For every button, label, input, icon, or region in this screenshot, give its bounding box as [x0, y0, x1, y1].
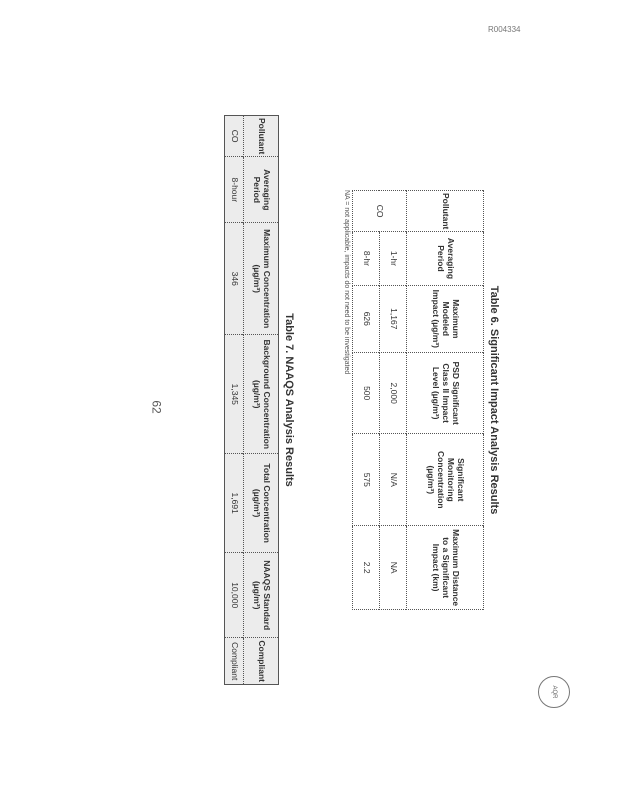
- table7: [224, 115, 279, 685]
- table6-cell: 626: [353, 285, 380, 353]
- table6-cell: 8-hr: [353, 232, 380, 285]
- table7-header: Averaging Period: [244, 157, 279, 223]
- table7-header: Pollutant: [244, 116, 279, 157]
- table6-header: Significant Monitoring Concentration (µg/m³): [407, 434, 484, 526]
- table7-header: Compliant: [244, 638, 279, 685]
- table7-header: Total Concentration (µg/m³): [244, 454, 279, 553]
- table6-header: Maximum Distance to a Significant Impact (km): [407, 526, 484, 610]
- table7-cell: 346: [225, 223, 244, 335]
- table7-cell: 8-hour: [225, 157, 244, 223]
- table7-header: Background Concentration (µg/m³): [244, 335, 279, 454]
- agency-stamp: AQR: [538, 676, 570, 708]
- table7-cell: Compliant: [225, 638, 244, 685]
- document-id: R004334: [488, 25, 521, 34]
- page-number: 62: [149, 400, 164, 414]
- table6: [352, 190, 484, 610]
- table6-cell: 2.2: [353, 526, 380, 610]
- table-row: [380, 191, 407, 610]
- table7-header: Maximum Concentration (µg/m³): [244, 223, 279, 335]
- table6-title: Table 6. Significant Impact Analysis Results: [488, 285, 500, 515]
- table7-cell: 10,000: [225, 552, 244, 637]
- table7-title: Table 7. NAAQS Analysis Results: [283, 313, 295, 487]
- table6-cell: 575: [353, 434, 380, 526]
- table6-header: Maximum Modeled Impact (µg/m³): [407, 285, 484, 353]
- table6-cell: 1,167: [380, 285, 407, 353]
- table6-header-row: [407, 191, 484, 610]
- table6-header: PSD Significant Class II Impact Level (µg/m³): [407, 353, 484, 434]
- table6-cell: CO: [353, 191, 407, 232]
- table6-cell: NA: [380, 526, 407, 610]
- table7-block: [224, 115, 295, 685]
- table6-header: Averaging Period: [407, 232, 484, 285]
- table6-cell: 500: [353, 353, 380, 434]
- table-row: [225, 116, 244, 685]
- table-row: [353, 191, 380, 610]
- table7-cell: 1,691: [225, 454, 244, 553]
- table7-header: NAAQS Standard (µg/m³): [244, 552, 279, 637]
- table6-block: [343, 190, 500, 610]
- table6-footnote: NA = not applicable, impacts do not need to be investigated: [343, 190, 350, 375]
- table7-header-row: [244, 116, 279, 685]
- table6-cell: 1-hr: [380, 232, 407, 285]
- table6-cell: N/A: [380, 434, 407, 526]
- table7-cell: CO: [225, 116, 244, 157]
- table6-cell: 2,000: [380, 353, 407, 434]
- table7-cell: 1,345: [225, 335, 244, 454]
- table6-header: Pollutant: [407, 191, 484, 232]
